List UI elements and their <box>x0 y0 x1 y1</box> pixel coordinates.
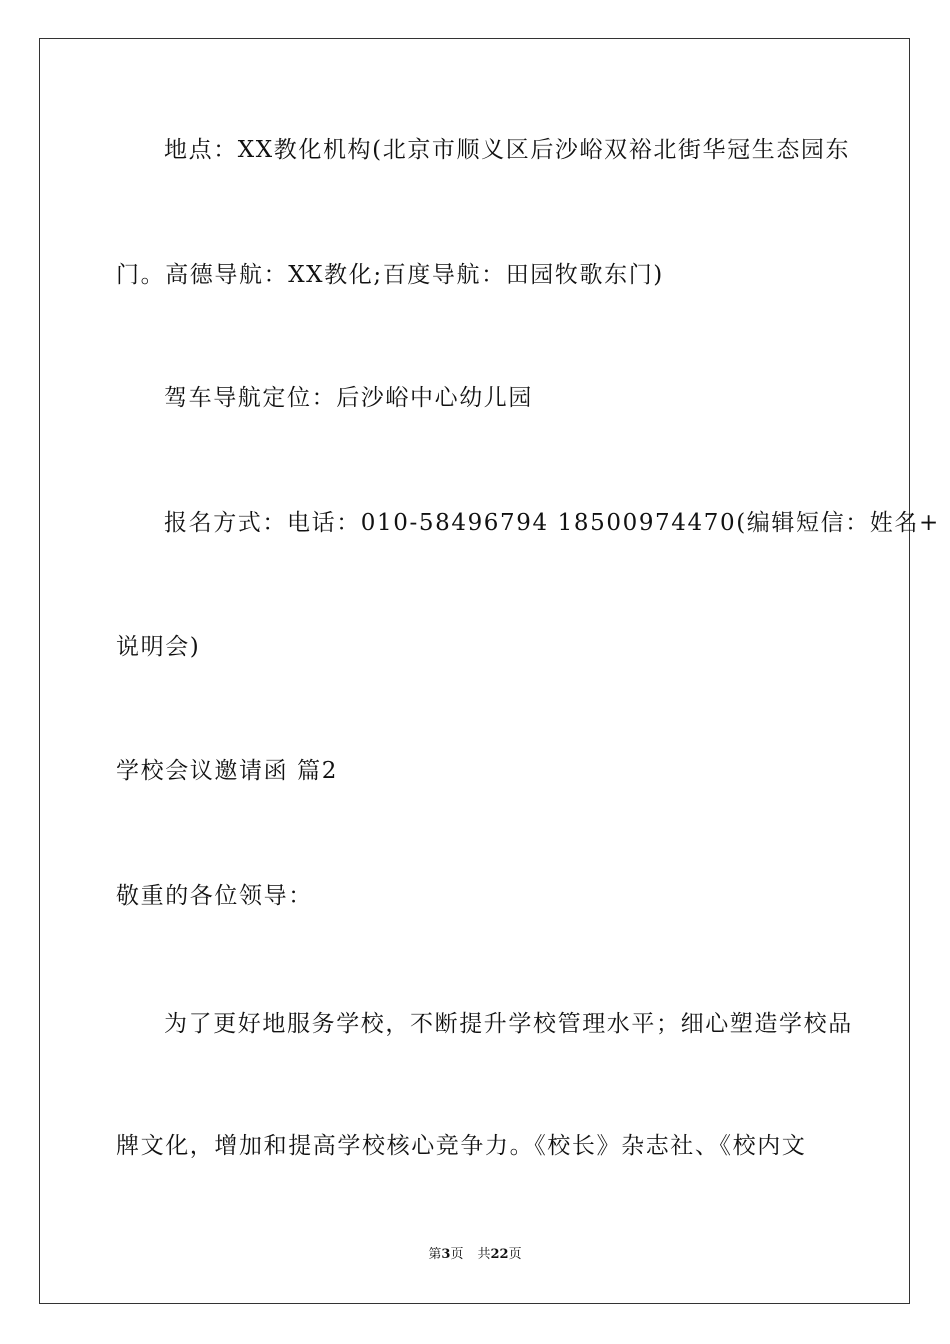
section-heading: 学校会议邀请函 篇2 <box>116 758 338 784</box>
text-line-driving-navigation: 驾车导航定位：后沙峪中心幼儿园 <box>164 385 533 411</box>
page-footer <box>0 1246 950 1264</box>
footer-page-suffix: 页 <box>450 1247 464 1262</box>
text-line-paragraph-2: 牌文化，增加和提高学校核心竞争力。《校长》杂志社、《校内文 <box>116 1133 807 1159</box>
text-line-paragraph-1: 为了更好地服务学校，不断提升学校管理水平；细心塑造学校品 <box>164 1011 853 1037</box>
text-line-registration-cont: 说明会) <box>116 634 201 660</box>
page-border <box>39 38 910 1304</box>
footer-total-pages: 22 <box>490 1247 509 1262</box>
footer-page-number: 3 <box>441 1247 451 1262</box>
text-line-location: 地点：XX教化机构(北京市顺义区后沙峪双裕北街华冠生态园东 <box>164 137 851 163</box>
footer-page-prefix: 第 <box>428 1247 442 1262</box>
footer-total-prefix: 共 <box>477 1247 491 1262</box>
salutation: 敬重的各位领导： <box>116 883 313 909</box>
text-line-registration: 报名方式：电话：010-58496794 18500974470(编辑短信：姓名+ <box>164 510 940 536</box>
footer-total-suffix: 页 <box>508 1247 522 1262</box>
text-line-navigation: 门。高德导航：XX教化;百度导航：田园牧歌东门) <box>116 262 664 288</box>
